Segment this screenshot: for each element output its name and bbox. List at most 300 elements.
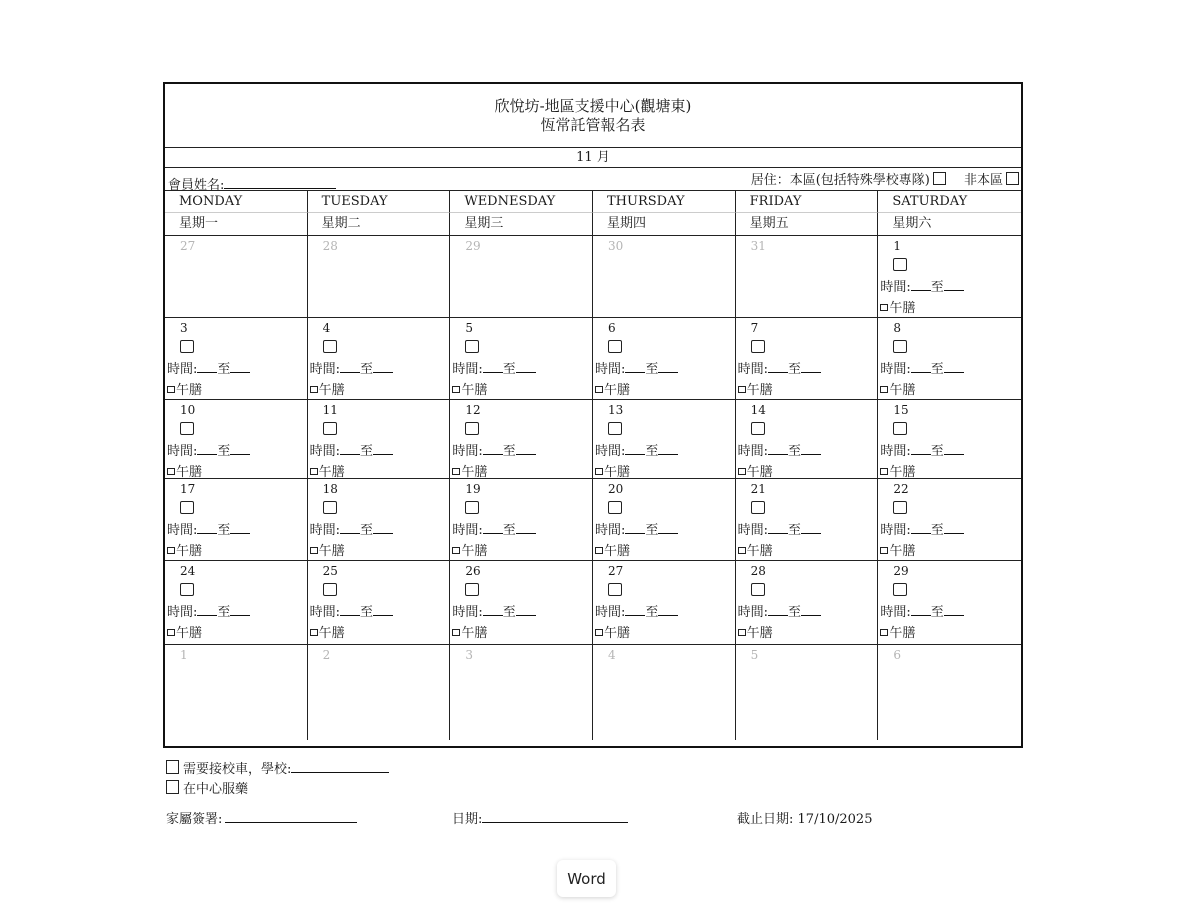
time-end-blank[interactable]: [944, 522, 964, 534]
day-checkbox[interactable]: [608, 501, 622, 514]
time-start-blank[interactable]: [625, 443, 645, 455]
time-to-label: 至: [645, 523, 659, 538]
time-to-label: 至: [930, 280, 944, 295]
time-range-field[interactable]: [595, 440, 678, 459]
lunch-checkbox[interactable]: [310, 468, 318, 475]
time-label: 時間:: [452, 605, 483, 620]
lunch-option[interactable]: [167, 379, 202, 398]
lunch-label: 午膳: [746, 626, 773, 641]
lunch-label: 午膳: [604, 465, 631, 479]
member-info-row: [165, 168, 1021, 191]
time-start-blank[interactable]: [768, 522, 788, 534]
time-end-blank[interactable]: [944, 279, 964, 291]
day-number: 22: [893, 482, 909, 496]
calendar-day-cell: [878, 645, 1021, 740]
time-range-field[interactable]: [452, 440, 535, 459]
lunch-label: 午膳: [461, 626, 488, 641]
day-checkbox[interactable]: [465, 340, 479, 353]
time-label: 時間:: [167, 605, 198, 620]
lunch-checkbox[interactable]: [595, 386, 603, 393]
time-start-blank[interactable]: [911, 604, 931, 616]
time-to-label: 至: [930, 444, 944, 459]
center-name: 欣悅坊-地區支援中心(觀塘東): [494, 96, 692, 115]
day-checkbox[interactable]: [751, 501, 765, 514]
time-to-label: 至: [788, 523, 802, 538]
lunch-label: 午膳: [461, 544, 488, 559]
time-label: 時間:: [452, 523, 483, 538]
date-field[interactable]: [452, 808, 628, 827]
day-number: 26: [465, 564, 481, 578]
calendar-day-cell[interactable]: [593, 318, 736, 400]
lunch-option[interactable]: [595, 461, 630, 479]
lunch-label: 午膳: [318, 383, 345, 398]
calendar-day-cell: [736, 236, 879, 318]
calendar-day-cell[interactable]: [308, 561, 451, 645]
lunch-option[interactable]: [738, 622, 773, 641]
day-number: 4: [322, 321, 331, 335]
day-number: 8: [893, 321, 901, 335]
time-label: 時間:: [737, 362, 769, 377]
lunch-checkbox[interactable]: [738, 468, 746, 475]
residence-nonlocal-checkbox[interactable]: [1006, 172, 1019, 185]
calendar-day-cell[interactable]: [736, 561, 879, 645]
day-checkbox[interactable]: [608, 583, 622, 596]
day-number: 29: [893, 564, 909, 578]
lunch-label: 午膳: [746, 383, 773, 398]
day-checkbox[interactable]: [893, 340, 907, 353]
calendar-day-cell[interactable]: [878, 479, 1021, 561]
day-number: 17: [180, 482, 196, 496]
calendar-day-cell[interactable]: [593, 561, 736, 645]
time-range-field[interactable]: [880, 519, 963, 538]
lunch-option[interactable]: [880, 540, 915, 559]
time-start-blank[interactable]: [197, 522, 217, 534]
day-number: 19: [465, 482, 481, 496]
time-label: 時間:: [737, 605, 769, 620]
lunch-checkbox[interactable]: [595, 629, 603, 636]
day-number: 27: [608, 564, 624, 578]
time-range-field[interactable]: [595, 519, 678, 538]
lunch-label: 午膳: [318, 626, 345, 641]
day-checkbox[interactable]: [323, 501, 337, 514]
day-checkbox[interactable]: [465, 422, 479, 435]
time-start-blank[interactable]: [768, 361, 788, 373]
calendar-day-cell: [308, 645, 451, 740]
time-range-field[interactable]: [167, 440, 250, 459]
time-label: 時間:: [167, 362, 198, 377]
time-start-blank[interactable]: [197, 443, 217, 455]
calendar-day-cell[interactable]: [878, 400, 1021, 479]
day-number: 14: [750, 403, 766, 417]
time-label: 時間:: [595, 362, 626, 377]
day-number: 28: [750, 564, 766, 578]
day-checkbox[interactable]: [180, 422, 194, 435]
time-start-blank[interactable]: [625, 361, 645, 373]
time-end-blank[interactable]: [944, 361, 964, 373]
time-to-label: 至: [930, 523, 944, 538]
time-range-field[interactable]: [880, 276, 963, 295]
calendar-week-row: [165, 236, 1021, 318]
time-end-blank[interactable]: [658, 522, 678, 534]
lunch-label: 午膳: [746, 544, 773, 559]
calendar-day-cell: [450, 645, 593, 740]
time-range-field[interactable]: [310, 440, 393, 459]
lunch-checkbox[interactable]: [880, 547, 888, 554]
time-start-blank[interactable]: [340, 604, 360, 616]
calendar-day-cell[interactable]: [165, 561, 308, 645]
time-start-blank[interactable]: [483, 361, 503, 373]
time-to-label: 至: [360, 523, 374, 538]
lunch-option[interactable]: [310, 379, 345, 398]
time-label: 時間:: [880, 444, 911, 459]
deadline: [737, 808, 872, 827]
weekday-zh-0: 星期一: [165, 213, 308, 236]
lunch-checkbox[interactable]: [738, 629, 746, 636]
calendar-day-cell[interactable]: [450, 479, 593, 561]
lunch-option[interactable]: [595, 622, 630, 641]
lunch-label: 午膳: [746, 465, 773, 479]
lunch-checkbox[interactable]: [880, 468, 888, 475]
calendar-grid: [165, 236, 1021, 740]
signature-label: 家屬簽署:: [166, 812, 223, 827]
time-start-blank[interactable]: [197, 604, 217, 616]
lunch-option[interactable]: [310, 622, 345, 641]
weekday-en-4: FRIDAY: [736, 191, 879, 213]
time-start-blank[interactable]: [197, 361, 217, 373]
lunch-option[interactable]: [167, 622, 202, 641]
lunch-label: 午膳: [318, 465, 345, 479]
weekday-en-3: THURSDAY: [593, 191, 736, 213]
time-label: 時間:: [309, 444, 341, 459]
time-start-blank[interactable]: [625, 604, 645, 616]
lunch-label: 午膳: [889, 626, 916, 641]
time-end-blank[interactable]: [801, 361, 821, 373]
lunch-label: 午膳: [889, 465, 916, 479]
calendar-day-cell: [165, 236, 308, 318]
calendar-day-cell[interactable]: [165, 400, 308, 479]
time-range-field[interactable]: [880, 601, 963, 620]
time-range-field[interactable]: [167, 601, 250, 620]
lunch-checkbox[interactable]: [167, 547, 175, 554]
weekday-zh-4: 星期五: [736, 213, 879, 236]
calendar-day-cell[interactable]: [736, 400, 879, 479]
day-checkbox[interactable]: [180, 501, 194, 514]
time-range-field[interactable]: [167, 358, 250, 377]
lunch-option[interactable]: [452, 379, 487, 398]
calendar-day-cell[interactable]: [736, 318, 879, 400]
time-end-blank[interactable]: [516, 522, 536, 534]
calendar-day-cell[interactable]: [878, 318, 1021, 400]
time-to-label: 至: [502, 444, 516, 459]
day-number: 29: [465, 239, 481, 253]
time-range-field[interactable]: [310, 358, 393, 377]
time-to-label: 至: [502, 523, 516, 538]
time-end-blank[interactable]: [516, 443, 536, 455]
weekday-en-0: MONDAY: [165, 191, 308, 213]
lunch-checkbox[interactable]: [452, 629, 460, 636]
lunch-option[interactable]: [738, 461, 773, 479]
time-end-blank[interactable]: [373, 604, 393, 616]
time-to-label: 至: [788, 444, 802, 459]
medication-option[interactable]: [166, 778, 248, 797]
lunch-label: 午膳: [461, 383, 488, 398]
time-end-blank[interactable]: [801, 443, 821, 455]
weekday-en-1: TUESDAY: [308, 191, 451, 213]
lunch-option[interactable]: [167, 461, 202, 479]
lunch-checkbox[interactable]: [738, 386, 746, 393]
lunch-option[interactable]: [167, 540, 202, 559]
time-range-field[interactable]: [738, 440, 821, 459]
registration-form: [163, 82, 1023, 748]
time-start-blank[interactable]: [768, 604, 788, 616]
day-number: 5: [465, 321, 473, 335]
time-label: 時間:: [595, 523, 626, 538]
lunch-checkbox[interactable]: [452, 547, 460, 554]
time-end-blank[interactable]: [516, 604, 536, 616]
calendar-day-cell[interactable]: [450, 400, 593, 479]
calendar-week-row: [165, 318, 1021, 400]
time-range-field[interactable]: [310, 601, 393, 620]
signature-line[interactable]: [225, 810, 357, 823]
school-bus-checkbox[interactable]: [166, 760, 179, 774]
time-start-blank[interactable]: [625, 522, 645, 534]
time-range-field[interactable]: [452, 519, 535, 538]
day-number: 28: [322, 239, 338, 253]
signature-field[interactable]: [166, 808, 357, 827]
residence-options: [751, 169, 1019, 188]
day-number: 31: [750, 239, 766, 253]
calendar-week-row: [165, 561, 1021, 645]
time-start-blank[interactable]: [483, 522, 503, 534]
day-number: 1: [180, 648, 188, 662]
calendar-day-cell: [593, 645, 736, 740]
time-start-blank[interactable]: [340, 361, 360, 373]
calendar-day-cell[interactable]: [308, 479, 451, 561]
day-checkbox[interactable]: [323, 340, 337, 353]
time-range-field[interactable]: [167, 519, 250, 538]
lunch-checkbox[interactable]: [310, 629, 318, 636]
time-start-blank[interactable]: [340, 443, 360, 455]
time-label: 時間:: [309, 523, 341, 538]
weekday-zh-2: 星期三: [450, 213, 593, 236]
lunch-checkbox[interactable]: [167, 629, 175, 636]
day-number: 5: [750, 648, 759, 662]
lunch-label: 午膳: [176, 544, 203, 559]
lunch-option[interactable]: [310, 540, 345, 559]
time-label: 時間:: [880, 362, 911, 377]
day-number: 24: [180, 564, 196, 578]
time-start-blank[interactable]: [483, 604, 503, 616]
time-range-field[interactable]: [595, 601, 678, 620]
calendar-day-cell[interactable]: [593, 400, 736, 479]
day-checkbox[interactable]: [608, 340, 622, 353]
time-range-field[interactable]: [738, 519, 821, 538]
time-end-blank[interactable]: [230, 604, 250, 616]
day-checkbox[interactable]: [893, 422, 907, 435]
time-end-blank[interactable]: [658, 604, 678, 616]
time-end-blank[interactable]: [801, 604, 821, 616]
day-checkbox[interactable]: [180, 583, 194, 596]
day-number: 3: [180, 321, 188, 335]
day-number: 6: [608, 321, 616, 335]
day-number: 25: [322, 564, 338, 578]
day-checkbox[interactable]: [323, 422, 337, 435]
member-name-field[interactable]: [168, 174, 336, 193]
time-range-field[interactable]: [452, 358, 535, 377]
lunch-checkbox[interactable]: [167, 468, 175, 475]
time-start-blank[interactable]: [768, 443, 788, 455]
lunch-option[interactable]: [880, 461, 915, 479]
day-checkbox[interactable]: [608, 422, 622, 435]
lunch-option[interactable]: [880, 379, 915, 398]
lunch-label: 午膳: [318, 544, 345, 559]
day-number: 18: [322, 482, 338, 496]
calendar-day-cell[interactable]: [450, 561, 593, 645]
day-checkbox[interactable]: [893, 258, 907, 271]
time-start-blank[interactable]: [340, 522, 360, 534]
time-to-label: 至: [788, 362, 802, 377]
time-end-blank[interactable]: [944, 443, 964, 455]
day-checkbox[interactable]: [893, 583, 907, 596]
lunch-option[interactable]: [880, 297, 915, 316]
time-label: 時間:: [452, 444, 483, 459]
lunch-label: 午膳: [461, 465, 488, 479]
time-end-blank[interactable]: [658, 443, 678, 455]
deadline-value: 17/10/2025: [797, 812, 873, 827]
medication-checkbox[interactable]: [166, 780, 179, 794]
lunch-checkbox[interactable]: [595, 547, 603, 554]
calendar-day-cell[interactable]: [165, 479, 308, 561]
time-end-blank[interactable]: [944, 604, 964, 616]
day-checkbox[interactable]: [180, 340, 194, 353]
day-number: 10: [180, 403, 196, 417]
time-range-field[interactable]: [595, 358, 678, 377]
lunch-checkbox[interactable]: [452, 386, 460, 393]
day-number: 3: [465, 648, 473, 662]
weekday-zh-3: 星期四: [593, 213, 736, 236]
lunch-option[interactable]: [880, 622, 915, 641]
residence-local-checkbox[interactable]: [933, 172, 946, 185]
time-end-blank[interactable]: [373, 443, 393, 455]
calendar-day-cell[interactable]: [308, 400, 451, 479]
lunch-checkbox[interactable]: [595, 468, 603, 475]
calendar-day-cell: [736, 645, 879, 740]
calendar-day-cell[interactable]: [165, 318, 308, 400]
calendar-week-row: [165, 479, 1021, 561]
calendar-day-cell[interactable]: [593, 479, 736, 561]
time-label: 時間:: [737, 444, 769, 459]
time-range-field[interactable]: [452, 601, 535, 620]
date-label: 日期:: [452, 812, 483, 827]
time-range-field[interactable]: [880, 358, 963, 377]
time-end-blank[interactable]: [658, 361, 678, 373]
time-start-blank[interactable]: [911, 443, 931, 455]
lunch-checkbox[interactable]: [310, 547, 318, 554]
day-number: 2: [322, 648, 331, 662]
weekday-header-zh: [165, 213, 1021, 236]
time-end-blank[interactable]: [373, 522, 393, 534]
time-range-field[interactable]: [738, 358, 821, 377]
member-name-label: 會員姓名:: [168, 178, 225, 193]
time-range-field[interactable]: [310, 519, 393, 538]
calendar-day-cell[interactable]: [450, 318, 593, 400]
lunch-checkbox[interactable]: [880, 629, 888, 636]
lunch-option[interactable]: [738, 540, 773, 559]
calendar-day-cell[interactable]: [736, 479, 879, 561]
calendar-day-cell[interactable]: [878, 561, 1021, 645]
member-name-line[interactable]: [224, 176, 336, 189]
calendar-day-cell[interactable]: [308, 318, 451, 400]
calendar-day-cell: [165, 645, 308, 740]
lunch-label: 午膳: [176, 383, 203, 398]
day-checkbox[interactable]: [751, 583, 765, 596]
lunch-option[interactable]: [452, 461, 487, 479]
time-to-label: 至: [502, 362, 516, 377]
time-to-label: 至: [502, 605, 516, 620]
lunch-checkbox[interactable]: [452, 468, 460, 475]
day-checkbox[interactable]: [893, 501, 907, 514]
calendar-day-cell[interactable]: [878, 236, 1021, 318]
time-end-blank[interactable]: [516, 361, 536, 373]
date-line[interactable]: [482, 810, 628, 823]
time-to-label: 至: [217, 444, 231, 459]
lunch-option[interactable]: [738, 379, 773, 398]
day-checkbox[interactable]: [751, 422, 765, 435]
time-start-blank[interactable]: [911, 522, 931, 534]
day-checkbox[interactable]: [465, 501, 479, 514]
time-start-blank[interactable]: [911, 279, 931, 291]
time-end-blank[interactable]: [230, 443, 250, 455]
time-to-label: 至: [217, 605, 231, 620]
day-checkbox[interactable]: [323, 583, 337, 596]
lunch-option[interactable]: [452, 540, 487, 559]
lunch-label: 午膳: [176, 465, 203, 479]
school-bus-label: 需要接校車，學校:: [183, 762, 292, 777]
calendar-week-row: [165, 400, 1021, 479]
school-name-line[interactable]: [291, 760, 389, 773]
lunch-option[interactable]: [595, 540, 630, 559]
lunch-label: 午膳: [889, 383, 916, 398]
time-range-field[interactable]: [738, 601, 821, 620]
day-checkbox[interactable]: [751, 340, 765, 353]
lunch-option[interactable]: [452, 622, 487, 641]
lunch-label: 午膳: [604, 383, 631, 398]
lunch-checkbox[interactable]: [167, 386, 175, 393]
day-checkbox[interactable]: [465, 583, 479, 596]
time-end-blank[interactable]: [373, 361, 393, 373]
time-label: 時間:: [880, 280, 911, 295]
school-bus-option[interactable]: [166, 758, 389, 777]
time-to-label: 至: [645, 605, 659, 620]
time-start-blank[interactable]: [483, 443, 503, 455]
form-title: 恆常託管報名表: [540, 115, 646, 134]
lunch-checkbox[interactable]: [738, 547, 746, 554]
lunch-checkbox[interactable]: [880, 386, 888, 393]
word-button[interactable]: Word: [557, 860, 616, 897]
time-start-blank[interactable]: [911, 361, 931, 373]
lunch-option[interactable]: [595, 379, 630, 398]
weekday-en-2: WEDNESDAY: [450, 191, 593, 213]
time-end-blank[interactable]: [230, 522, 250, 534]
residence-nonlocal-label: 非本區: [963, 173, 1003, 188]
time-end-blank[interactable]: [801, 522, 821, 534]
time-range-field[interactable]: [880, 440, 963, 459]
lunch-option[interactable]: [310, 461, 345, 479]
day-number: 21: [750, 482, 766, 496]
lunch-checkbox[interactable]: [310, 386, 318, 393]
time-end-blank[interactable]: [230, 361, 250, 373]
lunch-checkbox[interactable]: [880, 304, 888, 311]
